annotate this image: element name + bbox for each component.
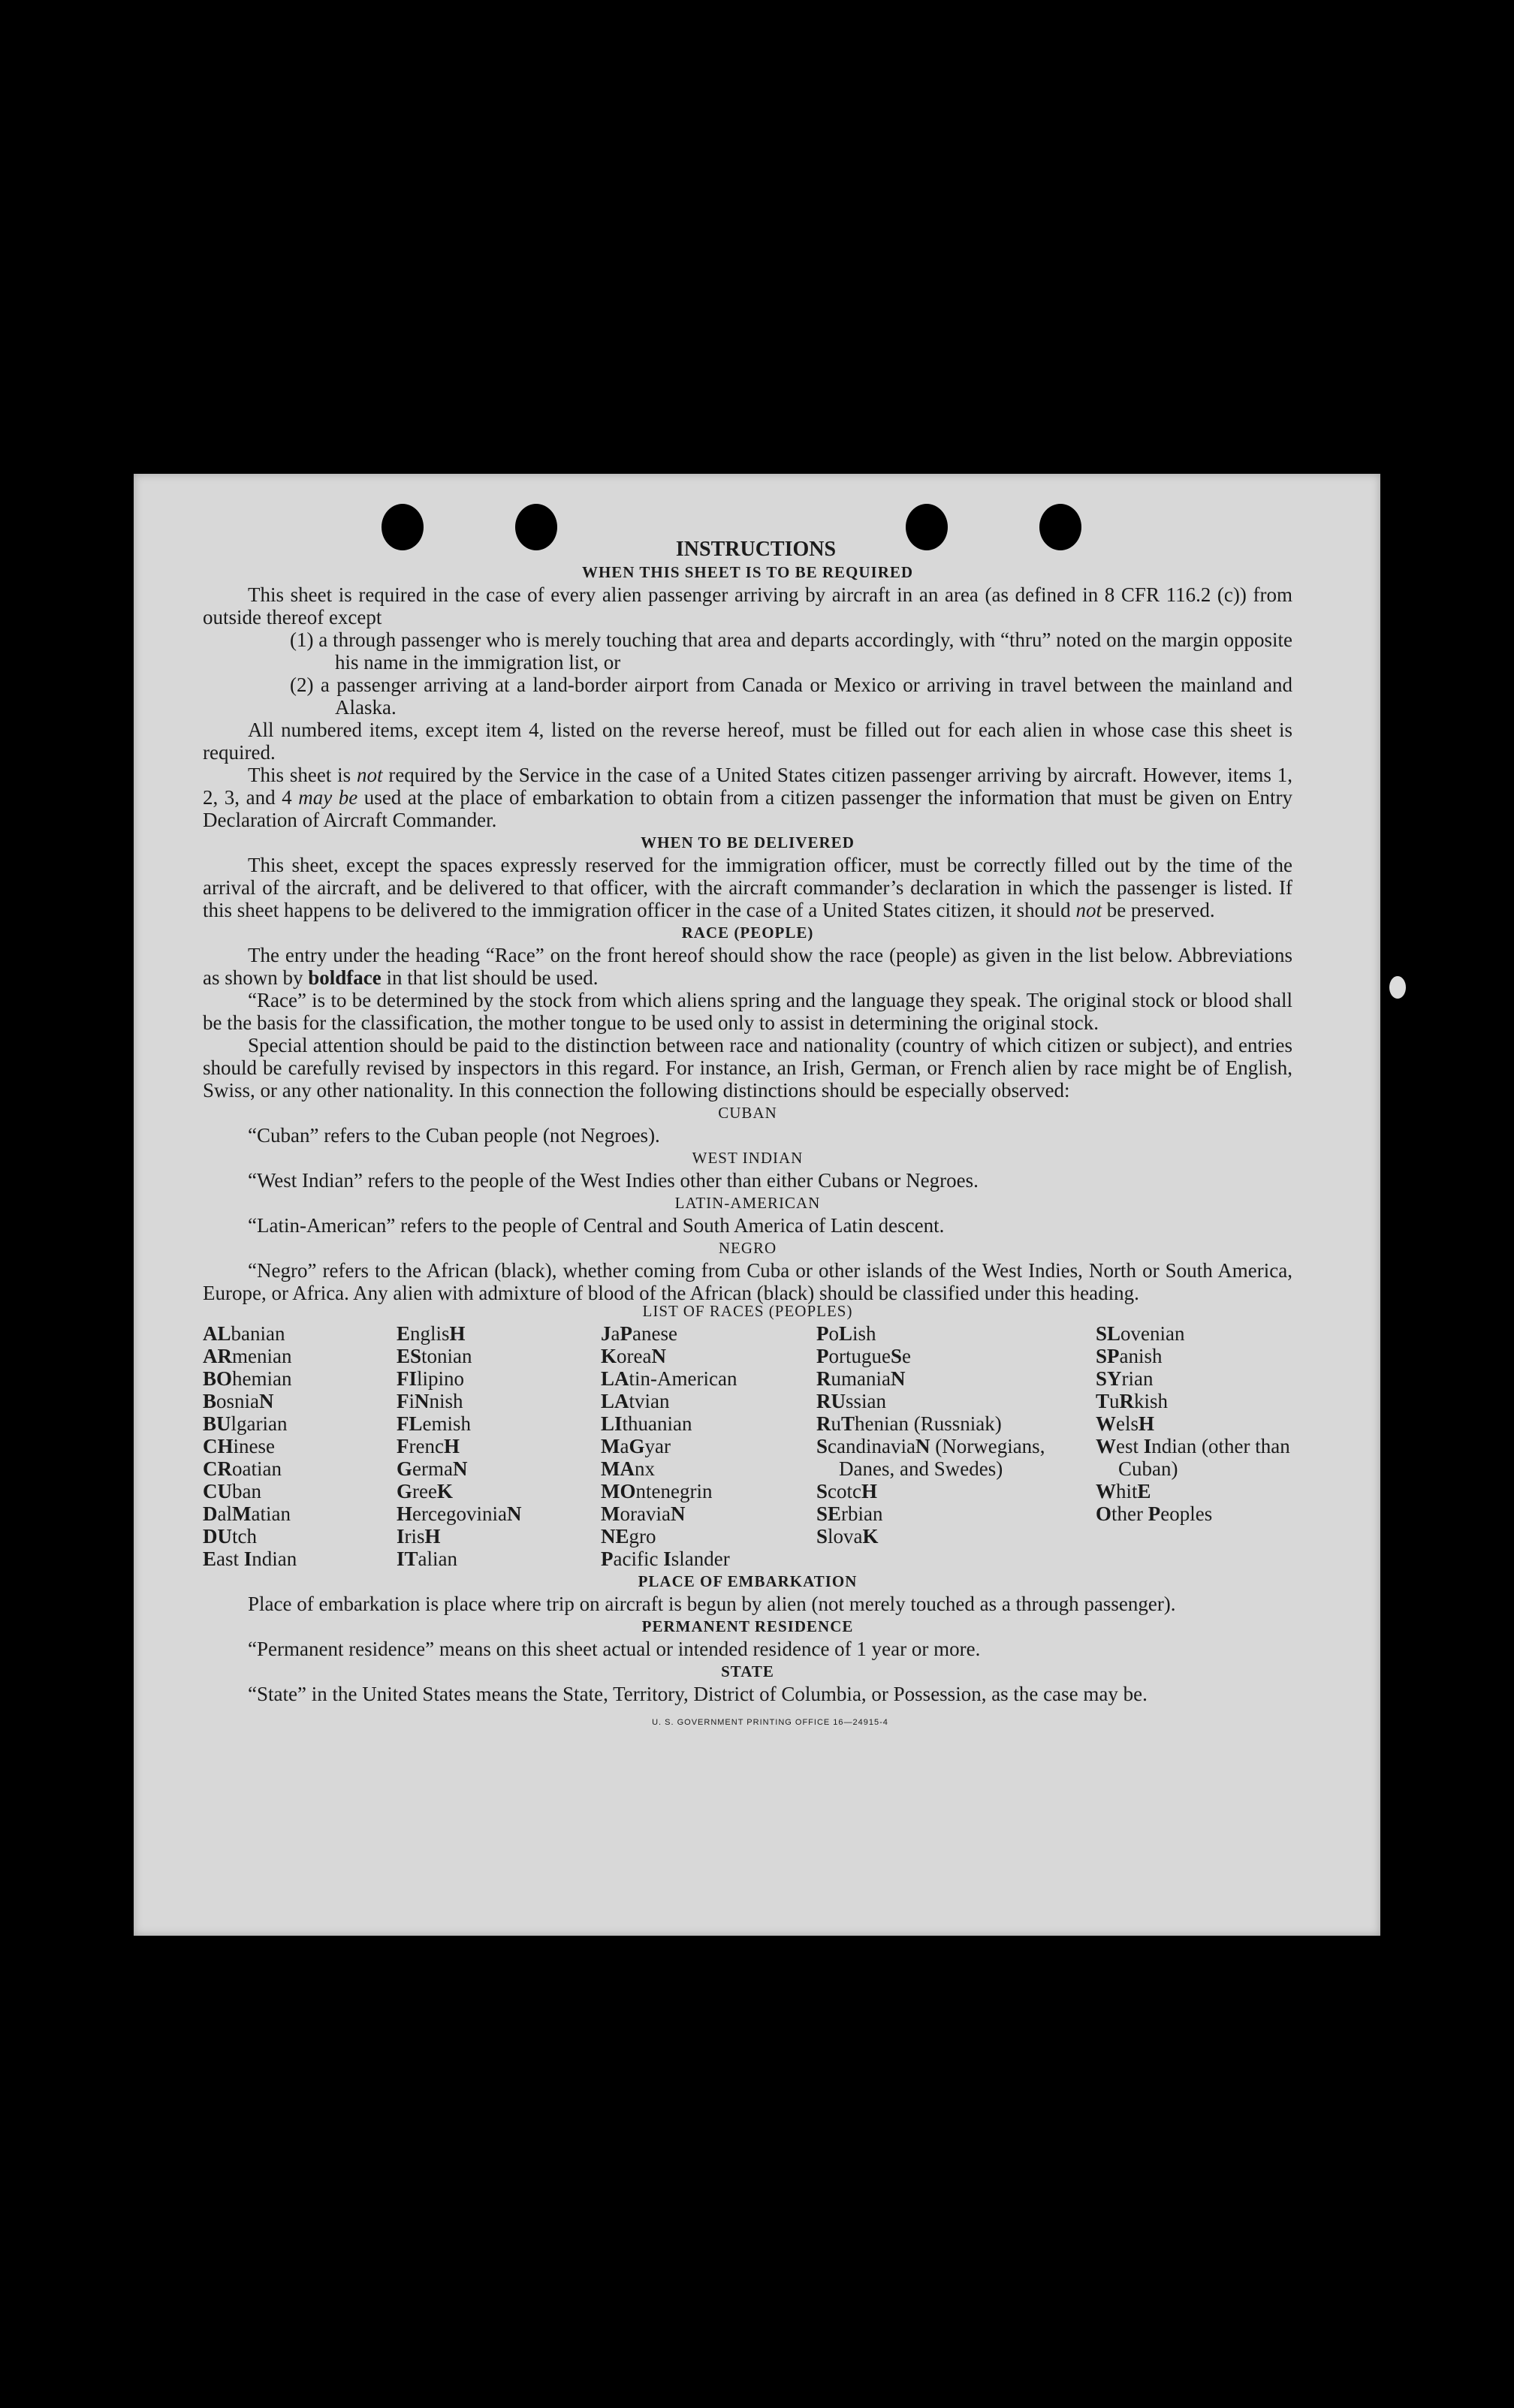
list-item: (2) a passenger arriving at a land-border airport from Canada or Mexico or arriving in travel between the mainland and Alaska. [290,674,1292,719]
race-text: u [831,1412,841,1435]
race-abbrev: S [890,1345,903,1367]
sheet-content [203,538,1292,1734]
section-heading: PERMANENT RESIDENCE [641,1617,854,1635]
race-entry [816,1502,1096,1525]
race-entry [601,1412,816,1435]
race-abbrev: CR [203,1457,232,1480]
paragraph: Place of embarkation is place where trip on aircraft is begun by alien (not merely touched as a through passenger). [248,1593,1176,1615]
race-column [1096,1322,1292,1570]
race-abbrev: N [915,1435,930,1457]
race-column [397,1322,601,1570]
race-text: (Norwegians, Danes, and Swedes) [839,1435,1045,1480]
race-abbrev: SP [1096,1345,1120,1367]
race-text: yar [644,1435,671,1457]
race-text: banian [231,1322,285,1345]
race-entry [203,1480,397,1502]
race-abbrev: CU [203,1480,232,1502]
race-text: atian [251,1502,291,1525]
race-text: ish [852,1322,876,1345]
race-abbrev: N [651,1345,666,1367]
race-abbrev: B [203,1390,217,1412]
race-text: nish [429,1390,463,1412]
race-abbrev: ES [397,1345,422,1367]
race-abbrev: W [1096,1480,1116,1502]
text-run: This sheet, except the spaces expressly reserved for the immigration officer, must be correctly filled out by the time of the arrival of the aircraft, and be delivered to that officer, with the aircraft commander’s declaration in which the passenger is listed. If this sheet happens to be delivered to the immigration officer in the case of a United States citizen, it should [203,854,1292,921]
race-abbrev: H [424,1525,441,1548]
emphasis-text: not [356,764,383,786]
race-text: tonian [421,1345,472,1367]
paragraph [203,944,1292,989]
race-entry [203,1457,397,1480]
paragraph: “West Indian” refers to the people of the West Indies other than either Cubans or Negroes. [248,1169,979,1192]
race-abbrev: H [449,1322,466,1345]
race-text: nglis [410,1322,450,1345]
race-entry [601,1502,816,1525]
race-text: osnia [216,1390,260,1412]
race-text: e [902,1345,911,1367]
race-entry [397,1480,601,1502]
race-abbrev: MO [601,1480,636,1502]
race-abbrev: G [397,1480,413,1502]
paragraph: “Cuban” refers to the Cuban people (not Negroes). [248,1124,660,1147]
paragraph: “State” in the United States means the State, Territory, District of Columbia, or Possession, as the case may be. [248,1683,1148,1705]
race-abbrev: BO [203,1367,233,1390]
race-abbrev: LA [601,1390,629,1412]
race-abbrev: IT [397,1548,418,1570]
race-abbrev: T [841,1412,855,1435]
race-text: a [620,1435,629,1457]
race-abbrev: D [203,1502,218,1525]
race-text: menian [232,1345,292,1367]
race-text: els [1116,1412,1139,1435]
race-abbrev: M [601,1435,620,1457]
race-abbrev: I [243,1548,252,1570]
race-text: kish [1134,1390,1169,1412]
race-abbrev: I [1143,1435,1152,1457]
section-heading: WHEN THIS SHEET IS TO BE REQUIRED [581,563,914,581]
race-entry [601,1525,816,1548]
race-text: i [409,1390,415,1412]
race-abbrev: F [397,1435,409,1457]
race-text: o [828,1322,839,1345]
race-abbrev: P [601,1548,614,1570]
text-run: in that list should be used. [381,966,599,989]
race-entry [816,1412,1096,1435]
paragraph [203,764,1292,831]
race-abbrev: N [452,1457,468,1480]
race-text: slander [671,1548,730,1570]
race-entry [397,1412,601,1435]
race-abbrev: AL [203,1322,231,1345]
race-text: ortugue [828,1345,891,1367]
race-abbrev: S [816,1435,828,1457]
race-entry [816,1390,1096,1412]
text-run: The entry under the heading “Race” on the front hereof should show the race (people) as given in the list below. Abbreviations as shown by [203,944,1292,989]
race-entry [397,1322,601,1345]
race-text: ree [412,1480,437,1502]
race-abbrev: O [1096,1502,1112,1525]
section-heading: CUBAN [718,1104,777,1122]
race-entry [397,1548,601,1570]
race-text: lova [828,1525,863,1548]
race-abbrev: W [1096,1435,1116,1457]
printer-imprint: U. S. GOVERNMENT PRINTING OFFICE 16—24915-4 [652,1718,888,1727]
race-entry [397,1525,601,1548]
race-abbrev: R [816,1412,831,1435]
race-list [203,1322,1292,1570]
race-text: al [217,1502,232,1525]
race-abbrev: CH [203,1435,234,1457]
race-entry [397,1435,601,1457]
race-entry [203,1345,397,1367]
race-entry [601,1457,816,1480]
paragraph: Special attention should be paid to the distinction between race and nationality (country of which citizen or subject), and entries should be carefully revised by inspectors in this regard. For instance, an Irish, German, or French alien by race might be of English, Swiss, or any other nationality. In this connection the following distinctions should be especially observed: [203,1034,1292,1102]
instruction-sheet [134,474,1380,1936]
race-abbrev: H [443,1435,460,1457]
race-abbrev: G [397,1457,413,1480]
race-abbrev: I [663,1548,671,1570]
race-abbrev: P [1148,1502,1161,1525]
race-abbrev: K [862,1525,879,1548]
race-text: tvian [629,1390,670,1412]
race-column [203,1322,397,1570]
race-entry [601,1435,816,1457]
race-abbrev: FL [397,1412,423,1435]
race-abbrev: K [601,1345,617,1367]
race-abbrev: P [816,1345,829,1367]
race-entry [203,1367,397,1390]
race-text: hemian [232,1367,292,1390]
race-entry [816,1480,1096,1502]
race-abbrev: N [670,1502,686,1525]
race-text: eoples [1160,1502,1213,1525]
race-entry [816,1435,1096,1480]
race-entry [1096,1502,1292,1525]
paragraph: “Negro” refers to the African (black), whether coming from Cuba or other islands of the West Indies, North or South America, Europe, or Africa. Any alien with admixture of blood of the African (black) should be classified under this heading. [203,1259,1292,1304]
race-text: alian [418,1548,458,1570]
race-text: ndian (other than Cuban) [1118,1435,1290,1480]
emphasis-text: not [1075,899,1102,921]
race-entry [1096,1412,1292,1435]
scan-speck [1389,976,1406,999]
race-text: erma [412,1457,453,1480]
paragraph: All numbered items, except item 4, listed on the reverse hereof, must be filled out for each alien in whose case this sheet is required. [203,719,1292,764]
race-entry [203,1412,397,1435]
section-heading: LIST OF RACES (PEOPLES) [642,1302,853,1320]
race-entry [397,1367,601,1390]
section-heading: PLACE OF EMBARKATION [638,1572,858,1590]
race-text: candinavia [828,1435,915,1457]
race-text: cotc [828,1480,862,1502]
race-text: thuanian [622,1412,692,1435]
race-entry [816,1322,1096,1345]
text-run: used at the place of embarkation to obtain from a citizen passenger the information that must be given on Entry Declaration of Aircraft Commander. [203,786,1293,831]
race-abbrev: SY [1096,1367,1122,1390]
race-abbrev: SE [816,1502,842,1525]
race-abbrev: BU [203,1412,231,1435]
race-abbrev: F [397,1390,409,1412]
list-item: (1) a through passenger who is merely touching that area and departs accordingly, with “thru” noted on the margin opposite his name in the immigration list, or [290,628,1292,674]
race-text: rbian [841,1502,883,1525]
race-entry [601,1548,816,1570]
race-entry [816,1525,1096,1548]
race-entry [203,1502,397,1525]
race-abbrev: DU [203,1525,232,1548]
race-entry [203,1525,397,1548]
race-text: ovenian [1120,1322,1185,1345]
page-title: INSTRUCTIONS [675,538,837,561]
race-text: lgarian [231,1412,288,1435]
race-abbrev: E [1137,1480,1151,1502]
race-text: ther [1111,1502,1148,1525]
race-abbrev: M [601,1502,620,1525]
emphasis-text: may be [298,786,358,809]
race-text: a [611,1322,620,1345]
race-column [816,1322,1096,1570]
race-entry [601,1367,816,1390]
race-text: renc [409,1435,444,1457]
section-heading: WEST INDIAN [692,1149,804,1167]
race-text: oatian [232,1457,282,1480]
race-abbrev: FI [397,1367,417,1390]
race-text: nx [634,1457,655,1480]
race-entry [1096,1345,1292,1367]
section-heading: NEGRO [718,1239,777,1257]
race-abbrev: P [816,1322,829,1345]
paragraph: This sheet is required in the case of every alien passenger arriving by aircraft in an area (as defined in 8 CFR 116.2 (c)) from outside thereof except [203,583,1292,628]
race-abbrev: N [506,1502,522,1525]
race-text: inese [233,1435,275,1457]
race-abbrev: K [436,1480,453,1502]
race-abbrev: LI [601,1412,623,1435]
race-abbrev: I [397,1525,405,1548]
race-abbrev: G [629,1435,645,1457]
race-abbrev: M [232,1502,252,1525]
race-text: ssian [846,1390,886,1412]
race-text: umania [831,1367,891,1390]
race-entry [601,1390,816,1412]
race-text: henian (Russniak) [855,1412,1002,1435]
race-entry [601,1345,816,1367]
text-run: be preserved. [1101,899,1215,921]
bold-text: boldface [308,966,382,989]
race-abbrev: H [397,1502,413,1525]
race-entry [397,1457,601,1480]
race-entry [816,1345,1096,1367]
race-abbrev: R [816,1367,831,1390]
race-abbrev: H [861,1480,878,1502]
race-text: oravia [620,1502,671,1525]
race-entry [203,1322,397,1345]
race-text: est [1116,1435,1144,1457]
race-text: rian [1121,1367,1154,1390]
race-entry [1096,1435,1292,1480]
race-entry [397,1345,601,1367]
race-abbrev: W [1096,1412,1116,1435]
race-abbrev: N [890,1367,906,1390]
race-abbrev: AR [203,1345,232,1367]
race-text: ndian [252,1548,297,1570]
race-entry [601,1322,816,1345]
race-entry [397,1502,601,1525]
race-entry [203,1435,397,1457]
race-text: lipino [417,1367,465,1390]
race-abbrev: N [259,1390,274,1412]
race-abbrev: E [397,1322,411,1345]
race-entry [1096,1367,1292,1390]
race-text: acific [613,1548,664,1570]
race-text: emish [422,1412,472,1435]
race-abbrev: N [415,1390,430,1412]
race-text: orea [617,1345,652,1367]
race-text: ercegovinia [412,1502,507,1525]
race-abbrev: RU [816,1390,846,1412]
race-text: u [1109,1390,1120,1412]
race-abbrev: P [620,1322,632,1345]
race-entry [816,1367,1096,1390]
race-text: ast [216,1548,244,1570]
race-text: tin-American [629,1367,737,1390]
paragraph: “Race” is to be determined by the stock from which aliens spring and the language they speak. The original stock or blood shall be the basis for the classification, the mother tongue to be used only to assist in determining the original stock. [203,989,1292,1034]
race-column [601,1322,816,1570]
section-heading: STATE [721,1662,774,1680]
race-text: anese [632,1322,677,1345]
race-abbrev: S [816,1480,828,1502]
race-entry [1096,1480,1292,1502]
race-text: tch [232,1525,257,1548]
race-abbrev: NE [601,1525,629,1548]
text-run: required by the Service in the case of a United States citizen passenger arriving by aircraft. However, items 1, 2, 3, and 4 [203,764,1292,809]
race-text: hit [1116,1480,1138,1502]
race-text: ban [232,1480,261,1502]
race-entry [397,1390,601,1412]
race-abbrev: H [1139,1412,1155,1435]
race-abbrev: S [816,1525,828,1548]
race-text: gro [629,1525,656,1548]
paragraph: “Permanent residence” means on this sheet actual or intended residence of 1 year or more. [248,1638,981,1660]
race-abbrev: MA [601,1457,635,1480]
race-abbrev: R [1119,1390,1135,1412]
race-entry [601,1480,816,1502]
race-abbrev: T [1096,1390,1110,1412]
section-heading: RACE (PEOPLE) [681,924,814,942]
race-entry [203,1548,397,1570]
race-abbrev: J [601,1322,611,1345]
section-heading: WHEN TO BE DELIVERED [641,833,855,851]
race-entry [203,1390,397,1412]
section-heading: LATIN-AMERICAN [674,1194,821,1212]
race-abbrev: E [203,1548,217,1570]
race-abbrev: LA [601,1367,629,1390]
race-entry [1096,1322,1292,1345]
text-run: This sheet is [248,764,357,786]
race-text: ris [404,1525,425,1548]
paragraph [203,854,1292,921]
race-entry [1096,1390,1292,1412]
race-abbrev: L [839,1322,853,1345]
race-text: ntenegrin [635,1480,713,1502]
paragraph: “Latin-American” refers to the people of Central and South America of Latin descent. [248,1214,945,1237]
race-abbrev: SL [1096,1322,1121,1345]
race-text: anish [1119,1345,1163,1367]
